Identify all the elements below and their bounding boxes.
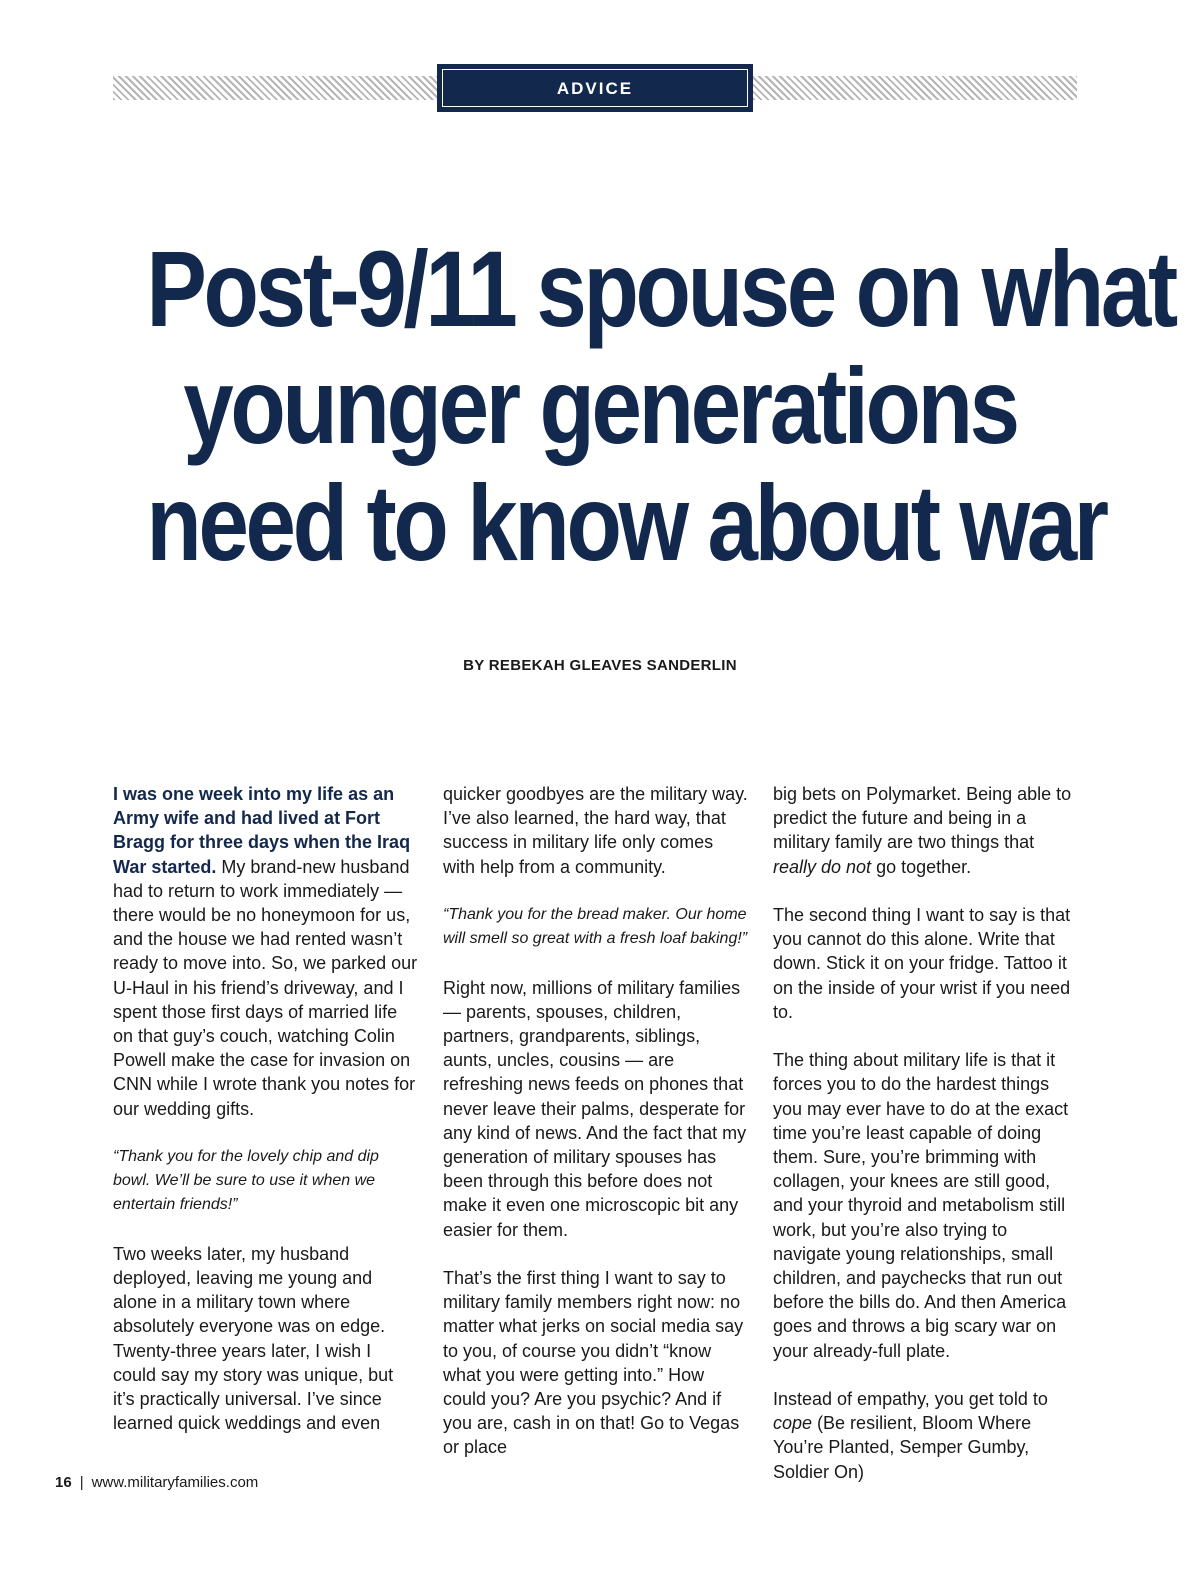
section-label: ADVICE: [556, 79, 634, 98]
paragraph: The second thing I want to say is that you cannot do this alone. Write that down. Stick it on your fridge. Tattoo it on the inside of your wrist if you need to.: [773, 905, 1071, 1022]
paragraph-text: go together.: [871, 856, 972, 877]
paragraph: quicker goodbyes are the military way. I’ve also learned, the hard way, that success in military life only comes with help from a community.: [443, 784, 748, 877]
lead-in: I was one week into my life as an Army wife and had lived at Fort Bragg for three days when the Iraq War started.: [113, 784, 411, 877]
headline-line-1: Post-9/11 spouse on what: [146, 228, 1175, 349]
pull-quote: “Thank you for the lovely chip and dip bowl. We’ll be sure to use it when we entertain friends!”: [113, 1148, 379, 1214]
headline-line-2: younger generations: [183, 345, 1017, 466]
banner-hatch-left: [113, 76, 437, 100]
emphasis: cope: [773, 1413, 813, 1434]
paragraph: Two weeks later, my husband deployed, leaving me young and alone in a military town where absolutely everyone was on edge. Twenty-three years later, I wish I could say my story was unique, but it’s practically universal. I’ve since learned quick weddings and even: [113, 1243, 394, 1434]
paragraph: [773, 1387, 1079, 1484]
paragraph-text: big bets on Polymarket. Being able to predict the future and being in a military family are two things that: [773, 784, 1072, 853]
article-headline: [60, 228, 1175, 583]
footer-url[interactable]: www.militaryfamilies.com: [91, 1474, 259, 1491]
paragraph: That’s the first thing I want to say to military family members right now: no matter what jerks on social media say to you, of course you didn’t “know what you were getting into.” How could you? Are you psychic? And if you are, cash in on that! Go to Vegas or place: [443, 1268, 744, 1458]
section-banner: [113, 64, 1077, 112]
emphasis: really do not: [773, 856, 872, 877]
byline: BY REBEKAH GLEAVES SANDERLIN: [463, 657, 737, 674]
footer-separator: |: [79, 1474, 84, 1491]
paragraph-text: Instead of empathy, you get told to: [773, 1389, 1048, 1410]
headline-line-3: need to know about war: [146, 462, 1106, 583]
banner-hatch-right: [753, 76, 1077, 100]
section-label-box: [437, 64, 753, 112]
paragraph: The thing about military life is that it forces you to do the hardest things you may ever have to do at the exact time you’re least capable of doing them. Sure, you’re brimming with collagen, your knees are still good, and your thyroid and metabolism still work, but you’re also trying to navigate young relationships, small children, and paychecks that run out before the bills do. And then America goes and throws a big scary war on your already-full plate.: [773, 1050, 1069, 1361]
paragraph: [773, 782, 1079, 879]
article-column-1: [113, 782, 419, 1460]
paragraph-text: My brand-new husband had to return to work immediately — there would be no honeymoon for us, and the house we had rented wasn’t ready to move into. So, we parked our U-Haul in his friend’s driveway, and I spent those first days of married life on that guy’s couch, watching Colin Powell make the case for invasion on CNN while I wrote thank you notes for our wedding gifts.: [113, 856, 418, 1119]
page-number: 16: [55, 1474, 72, 1491]
article-column-2: [443, 782, 749, 1484]
paragraph: Right now, millions of military families — parents, spouses, children, partners, grandparents, siblings, aunts, uncles, cousins — are refreshing news feeds on phones that never leave their palms, desperate for any kind of news. And the fact that my generation of military spouses has been through this before does not make it even one microscopic bit any easier for them.: [443, 977, 747, 1240]
paragraph: [113, 782, 419, 1121]
pull-quote: “Thank you for the bread maker. Our home will smell so great with a fresh loaf baking!”: [443, 906, 748, 948]
page-footer: [55, 1474, 258, 1491]
article-column-3: [773, 782, 1079, 1508]
paragraph-text: (Be resilient, Bloom Where You’re Planted, Semper Gumby, Soldier On): [773, 1413, 1032, 1482]
